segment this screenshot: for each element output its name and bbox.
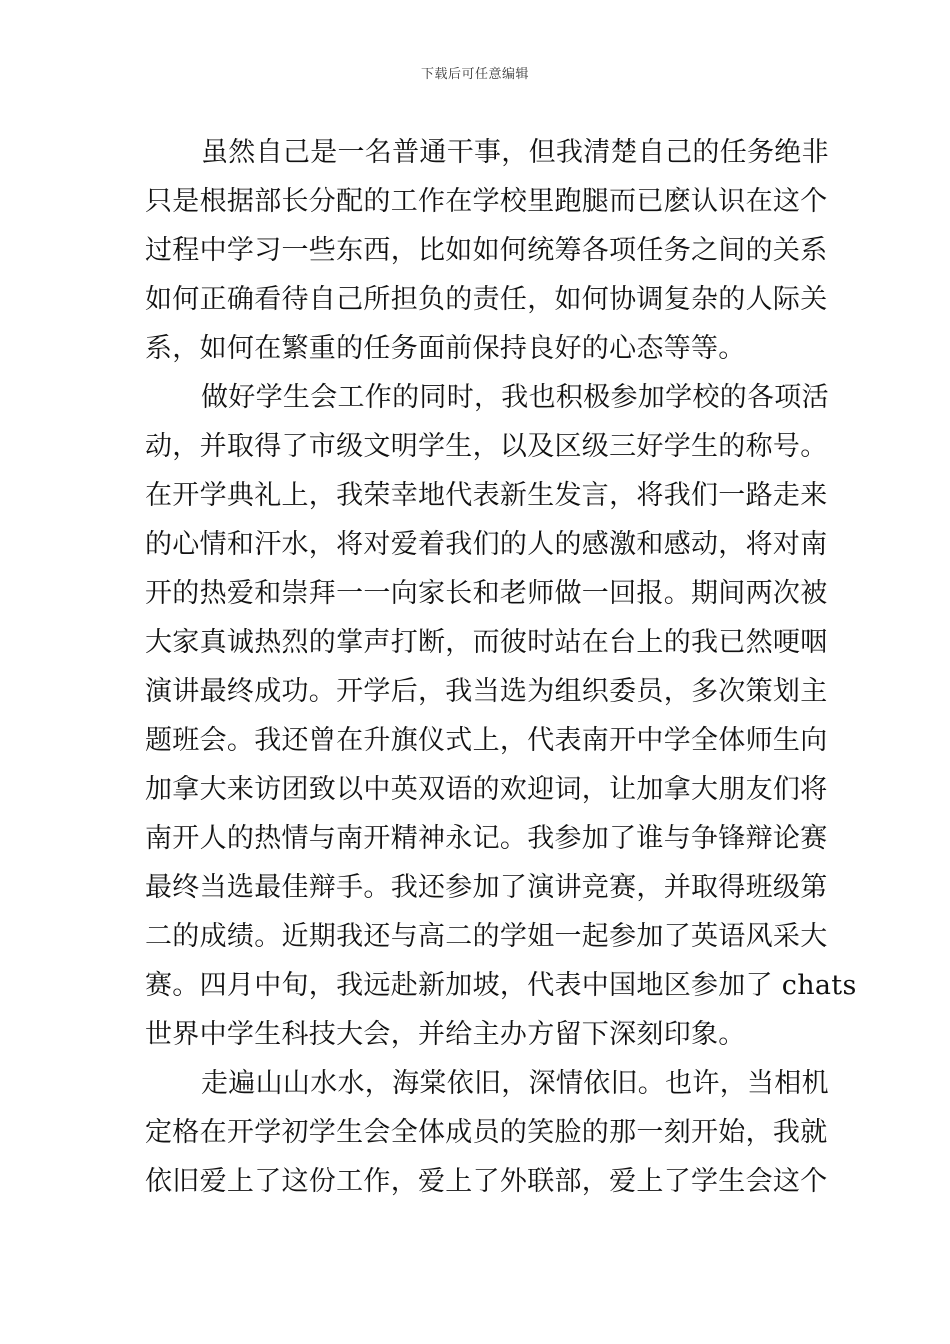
text-line: 定格在开学初学生会全体成员的笑脸的那一刻开始，我就: [145, 1117, 828, 1148]
text-line: 虽然自己是一名普通干事，但我清楚自己的任务绝非: [201, 137, 829, 168]
text-line: 大家真诚热烈的掌声打断，而彼时站在台上的我已然哽咽: [145, 627, 828, 658]
text-line: 做好学生会工作的同时，我也积极参加学校的各项活: [201, 382, 829, 413]
text-line: 动，并取得了市级文明学生，以及区级三好学生的称号。: [145, 431, 828, 462]
text-line: 过程中学习一些东西，比如如何统筹各项任务之间的关系: [145, 235, 828, 266]
text-line: 二的成绩。近期我还与高二的学姐一起参加了英语风采大: [145, 921, 828, 952]
text-line: 如何正确看待自己所担负的责任，如何协调复杂的人际关: [145, 284, 828, 315]
text-line: 依旧爱上了这份工作，爱上了外联部，爱上了学生会这个: [145, 1166, 828, 1197]
text-line: 走遍山山水水，海棠依旧，深情依旧。也许，当相机: [201, 1068, 829, 1099]
text-line: 题班会。我还曾在升旗仪式上，代表南开中学全体师生向: [145, 725, 828, 756]
text-line: 最终当选最佳辩手。我还参加了演讲竞赛，并取得班级第: [145, 872, 828, 903]
text-line: 系，如何在繁重的任务面前保持良好的心态等等。: [145, 333, 746, 364]
page-header: 下载后可任意编辑: [420, 67, 529, 82]
text-line: 在开学典礼上，我荣幸地代表新生发言，将我们一路走来: [145, 480, 828, 511]
text-line: 赛。四月中旬，我远赴新加坡，代表中国地区参加了 chats: [145, 970, 857, 1001]
text-line: 开的热爱和崇拜一一向家长和老师做一回报。期间两次被: [145, 578, 828, 609]
text-line: 的心情和汗水，将对爱着我们的人的感激和感动，将对南: [145, 529, 828, 560]
text-line: 南开人的热情与南开精神永记。我参加了谁与争锋辩论赛: [145, 823, 828, 854]
text-line: 只是根据部长分配的工作在学校里跑腿而已麽认识在这个: [145, 186, 828, 217]
document-body: [145, 128, 857, 1206]
text-line: 加拿大来访团致以中英双语的欢迎词，让加拿大朋友们将: [145, 774, 828, 805]
text-line: 世界中学生科技大会，并给主办方留下深刻印象。: [145, 1019, 746, 1050]
text-line: 演讲最终成功。开学后，我当选为组织委员，多次策划主: [145, 676, 828, 707]
